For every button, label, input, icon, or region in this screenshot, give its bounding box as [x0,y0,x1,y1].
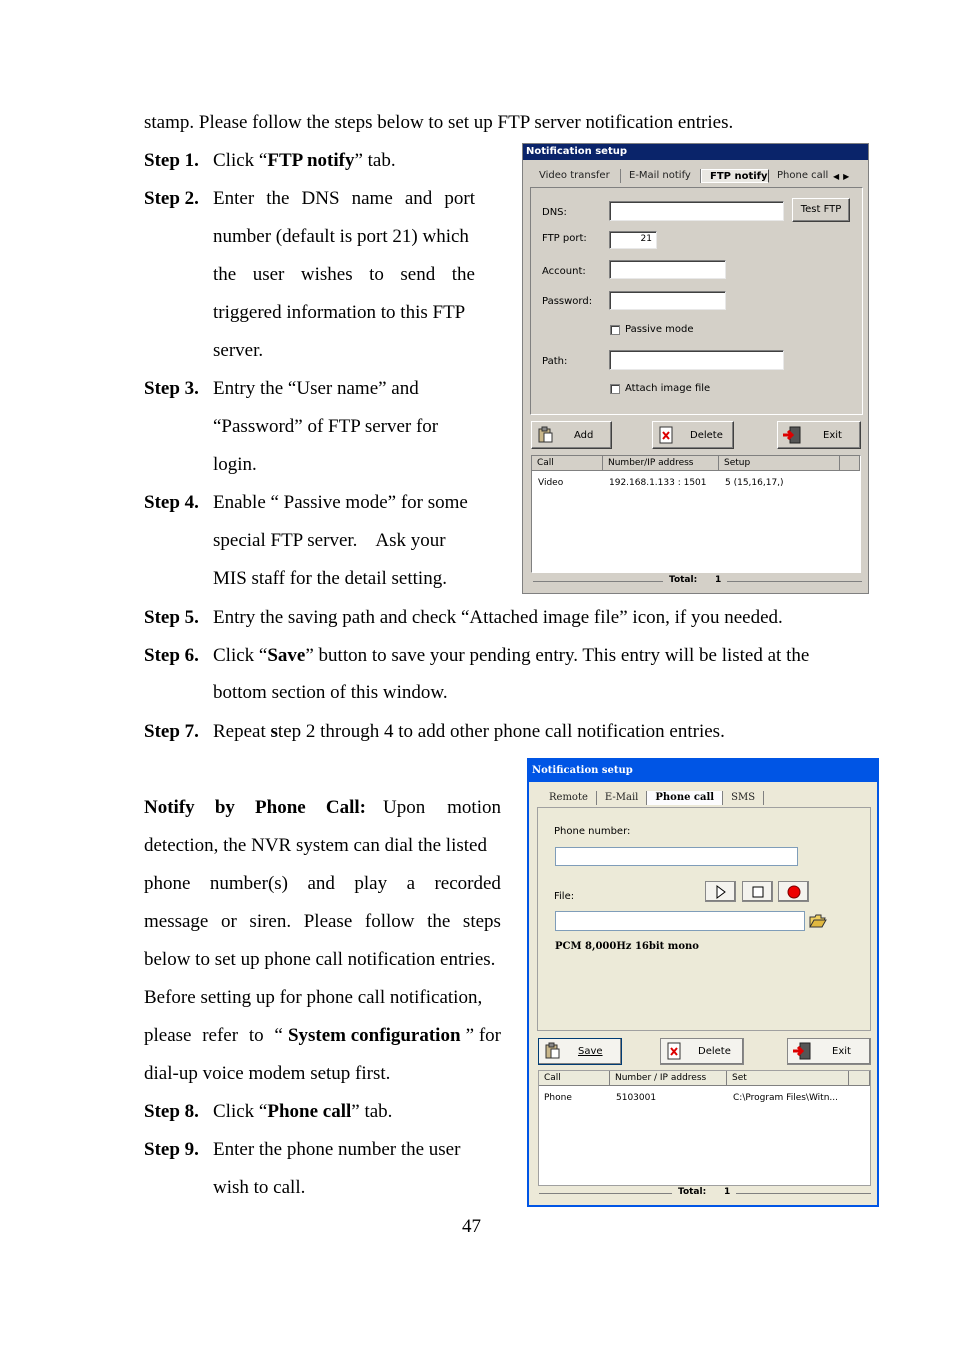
open-folder-icon[interactable] [808,912,828,930]
total-value: 1 [724,1187,731,1197]
column-header-number[interactable]: Number / IP address [610,1071,727,1086]
dns-label: DNS: [542,207,567,218]
tab-scroll-left-icon[interactable]: ◀ [833,171,840,181]
row-call-cell: Phone [544,1093,572,1103]
attach-image-checkbox[interactable] [610,384,620,394]
delete-button-label: Delete [690,430,723,441]
step-5-text: Entry the saving path and check “Attached image file” icon, if you needed. [213,607,783,628]
phone-section-line-5: below to set up phone call notification entries. [144,949,496,970]
phone-section-line-3: phone number(s) and play a recorded [144,873,501,894]
row-call-cell: Video [538,478,564,488]
phone-section-heading: Notify by Phone Call: [144,797,366,818]
tab-scroll-right-icon[interactable]: ▶ [843,171,850,181]
step-3-label: Step 3. [144,378,199,399]
step-6-line-2: bottom section of this window. [213,682,448,703]
step-3-line-1: Entry the “User name” and [213,378,419,399]
exit-door-icon [782,425,802,445]
row-set-cell: C:\Program Files\Witn... [733,1093,838,1103]
file-path-field[interactable] [555,911,805,931]
passive-mode-checkbox[interactable] [610,325,620,335]
step-3-line-2: “Password” of FTP server for [213,416,439,437]
passive-mode-label: Passive mode [625,324,694,335]
clipboard-add-icon [536,426,554,444]
step-2-line-1: Enter the DNS name and port [213,188,475,209]
phone-section-line-8: dial-up voice modem setup first. [144,1063,391,1084]
tab-video-transfer[interactable]: Video transfer [531,169,621,183]
delete-button-label: Delete [698,1046,731,1057]
step-9-label: Step 9. [144,1139,199,1160]
save-button[interactable] [538,1038,622,1065]
step-4-line-1: Enable “ Passive mode” for some [213,492,468,513]
refer-bold: System configuration [287,1025,461,1046]
step-8-text: Click “Phone call” tab. [213,1101,393,1122]
step-8-label: Step 8. [144,1101,199,1122]
delete-button[interactable] [652,421,734,449]
clipboard-save-icon [543,1042,561,1060]
step-7-text: Repeat step 2 through 4 to add other phone call notification entries. [213,721,725,742]
delete-button[interactable] [660,1038,744,1065]
column-header-set[interactable]: Set [727,1071,849,1086]
refer-pre: please refer to “ [144,1025,283,1046]
add-button-label: Add [574,430,594,441]
phone-section-line-4: message or siren. Please follow the steps [144,911,501,932]
column-header-setup[interactable]: Setup [719,456,840,471]
step-2-label: Step 2. [144,188,199,209]
tab-strip [531,169,849,183]
phone-number-field[interactable] [555,847,798,866]
exit-button[interactable] [787,1038,871,1065]
exit-button-label: Exit [832,1046,851,1057]
stop-icon [743,882,772,901]
dialog-titlebar: Notification setup [529,760,877,782]
tab-strip [541,791,764,805]
tab-remote[interactable]: Remote [541,791,597,805]
step-9-line-2: wish to call. [213,1177,306,1198]
total-label: Total: [678,1187,707,1197]
step-5-label: Step 5. [144,607,199,628]
phone-settings-panel [537,807,871,1031]
step-2-line-3: the user wishes to send the [213,264,475,285]
page-number: 47 [462,1216,481,1237]
tab-ftp-notify[interactable]: FTP notify [701,169,769,183]
phone-section-line-6: Before setting up for phone call notification, [144,987,483,1008]
notification-setup-dialog-ftp [522,143,869,594]
step-9-line-1: Enter the phone number the user [213,1139,461,1160]
total-label: Total: [669,575,698,585]
tab-email-notify[interactable]: E-Mail notify [621,169,701,183]
step-6-text: Click “Save” button to save your pending entry. This entry will be listed at the [213,645,810,666]
entries-list [538,1070,871,1186]
notification-setup-dialog-phone [527,758,879,1207]
total-divider-left [539,1193,672,1194]
attach-image-label: Attach image file [625,383,711,394]
row-number-cell: 192.168.1.133 : 1501 [609,478,707,488]
phone-section-line-7 [144,1025,501,1047]
column-header-filler [849,1071,870,1086]
tab-sms[interactable]: SMS [723,791,764,805]
record-button[interactable] [778,881,809,902]
row-number-cell: 5103001 [616,1093,657,1103]
column-header-number[interactable]: Number/IP address [603,456,719,471]
test-ftp-button[interactable]: Test FTP [792,198,850,222]
ftp-port-label: FTP port: [542,233,587,244]
phone-section-line-1-rest: Upon motion [383,797,501,818]
ftp-port-field[interactable]: 21 [609,231,657,249]
step-1-label: Step 1. [144,150,199,171]
phone-section-line-2: detection, the NVR system can dial the listed [144,835,487,856]
refer-post: ” for [465,1025,501,1046]
step-4-line-3: MIS staff for the detail setting. [213,568,447,589]
password-label: Password: [542,296,593,307]
play-icon [706,882,735,901]
codec-info: PCM 8,000Hz 16bit mono [555,941,699,952]
account-field[interactable] [609,260,726,279]
exit-button-label: Exit [823,430,842,441]
delete-file-icon [657,426,675,444]
ftp-settings-panel [530,187,863,415]
total-divider-right [727,581,862,582]
tab-email[interactable]: E-Mail [597,791,647,805]
step-3-line-3: login. [213,454,257,475]
dns-field[interactable] [609,201,784,221]
step-2-line-4: triggered information to this FTP [213,302,466,323]
path-field[interactable] [609,350,784,370]
total-divider-right [736,1193,871,1194]
step-1-text: Click “FTP notify” tab. [213,150,396,171]
intro-line: stamp. Please follow the steps below to set up FTP server notification entries. [144,112,734,133]
path-label: Path: [542,356,568,367]
exit-button[interactable] [777,421,861,449]
total-value: 1 [715,575,722,585]
column-header-call[interactable]: Call [539,1071,610,1086]
exit-door-icon [792,1041,812,1061]
step-2-line-2: number (default is port 21) which [213,226,469,247]
account-label: Account: [542,266,586,277]
stop-button[interactable] [742,881,773,902]
step-7-label: Step 7. [144,721,199,742]
file-label: File: [554,891,575,902]
tab-phone-call[interactable]: Phone call [647,791,723,805]
phone-number-label: Phone number: [554,826,631,837]
column-header-filler [840,456,860,471]
save-button-label: Save [578,1046,603,1057]
step-4-label: Step 4. [144,492,199,513]
record-icon [779,882,808,901]
play-button[interactable] [705,881,736,902]
phone-section-line-1 [144,797,501,819]
tab-phone-call[interactable]: Phone call [777,170,829,181]
add-button[interactable] [531,421,612,449]
step-2-line-5: server. [213,340,264,361]
column-header-call[interactable]: Call [532,456,603,471]
password-field[interactable] [609,291,726,310]
delete-file-icon [665,1042,683,1060]
total-divider-left [533,581,663,582]
dialog-titlebar: Notification setup [523,144,868,160]
entries-list [531,455,861,573]
step-4-line-2: special FTP server. Ask your [213,530,446,551]
row-setup-cell: 5 (15,16,17,) [725,478,784,488]
step-6-label: Step 6. [144,645,199,666]
